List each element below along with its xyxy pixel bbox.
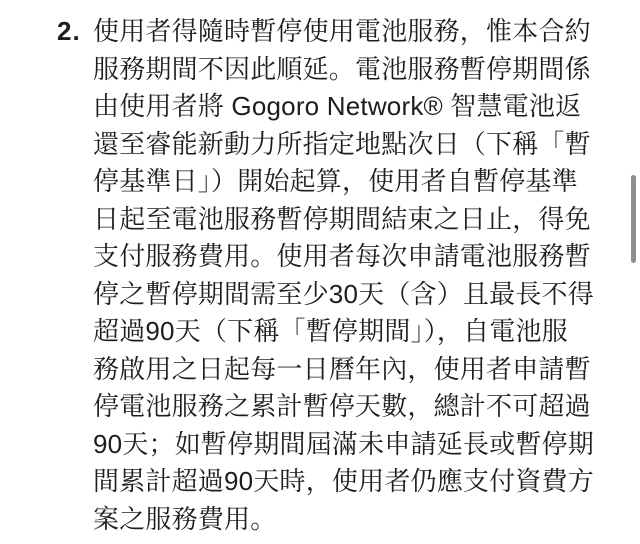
- text-line: 90天；如暫停期間屆滿未申請延長或暫停期: [93, 428, 594, 459]
- text-line: 停之暫停期間需至少30天（含）且最長不得: [93, 278, 594, 309]
- terms-list-item: [0, 13, 640, 538]
- scrollbar-thumb[interactable]: [631, 175, 636, 263]
- text-line: 還至睿能新動力所指定地點次日（下稱「暫: [93, 128, 591, 159]
- scrollbar[interactable]: [628, 0, 640, 544]
- text-line: 停電池服務之累計暫停天數，總計不可超過: [93, 391, 591, 421]
- list-item-number: 2.: [57, 16, 81, 46]
- text-line: 服務期間不因此順延。電池服務暫停期間係: [93, 53, 591, 84]
- text-line: 停基準日」）開始起算，使用者自暫停基準: [93, 166, 578, 196]
- text-line: 務啟用之日起每一日曆年內，使用者申請暫: [93, 353, 591, 384]
- text-line: 由使用者將 Gogoro Network® 智慧電池返: [93, 91, 582, 121]
- text-line: 使用者得隨時暫停使用電池服務，惟本合約: [93, 16, 591, 46]
- text-line: 超過90天（下稱「暫停期間」），自電池服: [93, 316, 568, 346]
- text-line: 案之服務費用。: [93, 503, 277, 534]
- text-line: 間累計超過90天時，使用者仍應支付資費方: [93, 466, 594, 496]
- text-line: 支付服務費用。使用者每次申請電池服務暫: [93, 241, 591, 271]
- text-line: 日起至電池服務暫停期間結束之日止，得免: [93, 203, 591, 234]
- list-item-text: [93, 13, 598, 538]
